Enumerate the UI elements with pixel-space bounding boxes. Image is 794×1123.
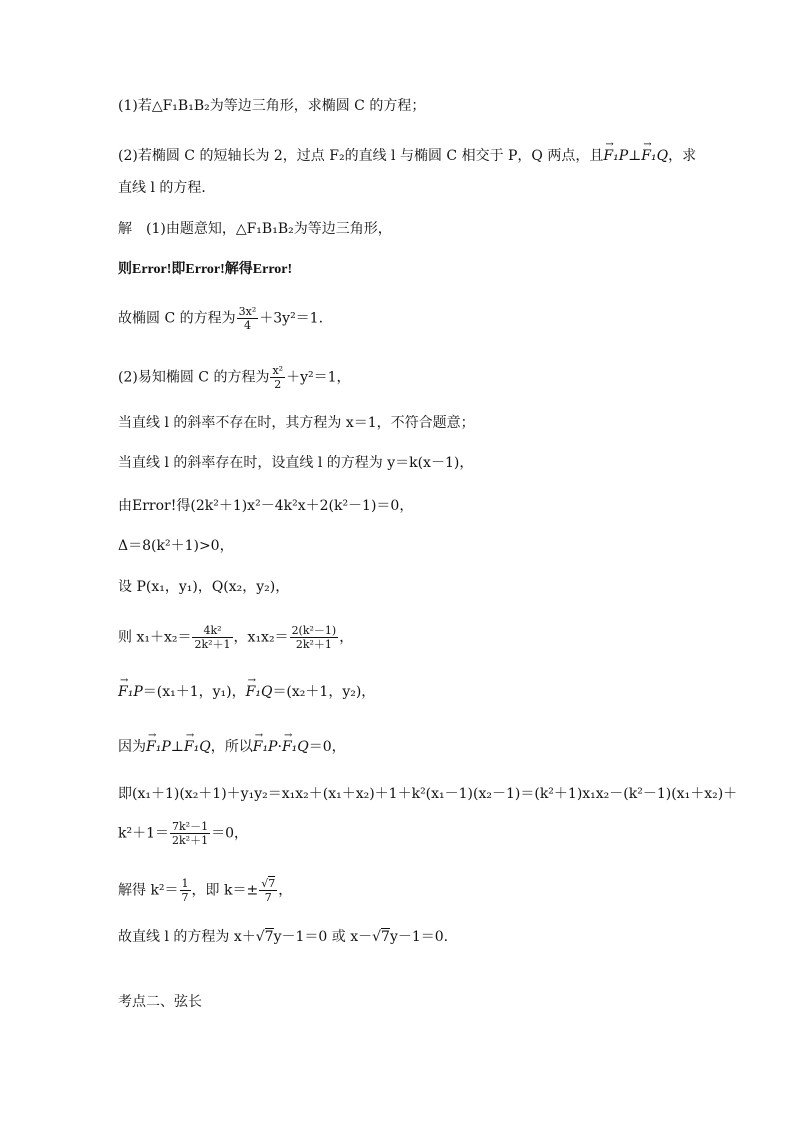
system-equation: 由Error!得(2k²＋1)x²－4k²x＋2(k²－1)＝0，: [118, 498, 414, 514]
final-answer: [118, 928, 448, 946]
ellipse-1-prefix: 故椭圆 C 的方程为: [118, 310, 236, 327]
vector-f1q-4: → F₁Q: [282, 738, 309, 756]
expansion-numerator: 7k²－1: [172, 820, 209, 833]
vector-f1p-3: → F₁P: [146, 738, 171, 756]
vieta-fraction-2: [290, 624, 339, 651]
radicand-value: 7: [268, 877, 276, 890]
solve-fraction: [180, 877, 191, 904]
sqrt-radicand-2: [381, 928, 390, 946]
perpendicular-line: [118, 738, 346, 756]
ellipse-1-fraction: [237, 305, 259, 332]
expansion-line-2: [118, 820, 248, 847]
vieta-numerator-1: 4k²: [192, 624, 232, 638]
error-line: 则Error!即Error!解得Error!: [118, 262, 293, 277]
question-2-line-2: 直线 l 的方程．: [118, 180, 216, 196]
solve-prefix: 解得 k²＝: [118, 882, 179, 899]
solve-mid: ，即 k＝±: [191, 882, 259, 899]
expansion-denominator: 2k²＋1: [172, 834, 209, 847]
ellipse-1-numerator: 3x²: [238, 305, 257, 318]
radicand-2: 7: [381, 929, 390, 945]
ellipse-2-numerator: x²: [272, 364, 284, 377]
sqrt-radicand-1: [265, 928, 274, 946]
vieta-fraction-1: [192, 624, 232, 651]
ellipse-2-prefix: (2)易知椭圆 C 的方程为: [118, 369, 270, 386]
final-suffix: y－1＝0.: [389, 929, 449, 945]
solution-heading: 解 (1)由题意知，△F₁B₁B₂为等边三角形，: [118, 221, 392, 237]
solve-denominator-2: 7: [264, 891, 272, 904]
ellipse-1-suffix: ＋3y²＝1.: [259, 310, 324, 327]
question-1: (1)若△F₁B₁B₂为等边三角形，求椭圆 C 的方程；: [118, 98, 426, 114]
because-mid: ，所以: [210, 739, 253, 755]
vieta-mid: ，x₁x₂＝: [233, 629, 289, 646]
sqrt-sign-2: √: [372, 929, 382, 945]
solve-denominator: 7: [181, 891, 189, 904]
dot-symbol: ·: [277, 739, 282, 755]
vieta-denominator-1: 2k²＋1: [194, 638, 231, 651]
vectors-line: [118, 683, 375, 701]
ellipse-2-denominator: 2: [274, 378, 282, 391]
ellipse-1-denominator: 4: [243, 319, 251, 332]
solve-k: [118, 877, 292, 904]
because-prefix: 因为: [118, 739, 146, 755]
case-slope: 当直线 l 的斜率存在时，设直线 l 的方程为 y＝k(x－1)，: [118, 455, 474, 471]
sqrt-sign-1: √: [255, 929, 265, 945]
solve-fraction-2: [259, 877, 277, 904]
points-def: 设 P(x₁，y₁)，Q(x₂，y₂)，: [118, 579, 290, 595]
because-suffix: ＝0，: [308, 739, 346, 755]
ellipse-2-suffix: ＋y²＝1，: [286, 369, 351, 386]
vector-f1p-4: → F₁P: [253, 738, 278, 756]
vieta-prefix: 则 x₁＋x₂＝: [118, 629, 192, 646]
vieta-denominator-2: 2k²＋1: [295, 638, 332, 651]
vector-f1q-3: → F₁Q: [184, 738, 211, 756]
ellipse-equation-2: [118, 364, 351, 391]
question-2-line-1: [118, 147, 696, 165]
vector-f1p-value: ＝(x₁＋1，y₁)，: [142, 684, 246, 700]
sqrt-radicand: [268, 877, 275, 890]
solve-numerator: 1: [181, 877, 189, 890]
perp-symbol-2: ⊥: [170, 739, 184, 755]
sqrt-sign: √: [261, 877, 269, 890]
expansion-suffix: ＝0，: [211, 825, 249, 842]
vector-f1q: → F₁Q: [641, 147, 668, 165]
expansion-prefix: k²＋1＝: [118, 825, 170, 842]
vieta-numerator-2: 2(k²－1): [291, 624, 337, 637]
solve-suffix: ，: [278, 882, 293, 899]
ellipse-equation-1: [118, 305, 323, 332]
final-mid: y－1＝0 或 x－: [273, 929, 373, 945]
vieta-formulas: [118, 624, 353, 651]
discriminant: Δ＝8(k²＋1)>0，: [118, 538, 234, 554]
vector-f1p: → F₁P: [603, 147, 628, 165]
expansion-line-1: 即(x₁＋1)(x₂＋1)＋y₁y₂＝x₁x₂＋(x₁＋x₂)＋1＋k²(x₁－1)(x₂－1)＝(k²＋1)x₁x₂－(k²－1)(x₁＋x₂)＋: [118, 786, 738, 802]
case-no-slope: 当直线 l 的斜率不存在时，其方程为 x＝1，不符合题意；: [118, 415, 475, 431]
expansion-fraction: [170, 820, 210, 847]
ellipse-2-fraction: [270, 364, 285, 391]
perp-symbol: ⊥: [628, 148, 642, 164]
question-2-tail: ，求: [668, 148, 697, 164]
vieta-suffix: ，: [339, 629, 354, 646]
question-2-text: (2)若椭圆 C 的短轴长为 2，过点 F₂的直线 l 与椭圆 C 相交于 P，Q 两点，且: [118, 148, 604, 164]
section-heading: 考点二、弦长: [118, 994, 202, 1010]
vector-f1q-value: ＝(x₂＋1，y₂)，: [272, 684, 376, 700]
solve-numerator-2: [259, 877, 277, 891]
vector-f1q-2: → F₁Q: [246, 683, 273, 701]
radicand-1: 7: [264, 929, 274, 945]
vector-f1p-2: → F₁P: [118, 683, 143, 701]
final-prefix: 故直线 l 的方程为 x＋: [118, 929, 256, 945]
